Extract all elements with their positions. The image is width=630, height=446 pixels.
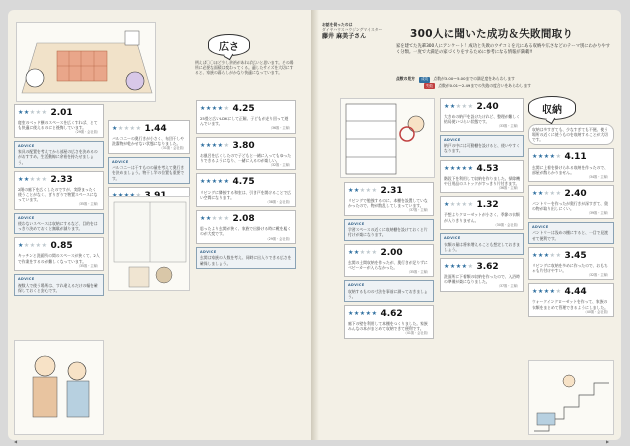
star-filled-icon: ★ [205,178,212,186]
rating-card [14,104,104,138]
rating-comment: バルコニーの奥行きが小さく、布団干しや洗濯物が乾かせない状態になりました。 [112,136,185,147]
star-filled-icon: ★ [205,105,212,113]
star-empty-icon: ★ [555,251,562,259]
storage-bubble-label: 収納 [542,104,562,116]
advice-label: ADVICE [18,277,35,282]
left-column-1 [14,104,104,299]
right-column-1 [344,182,434,342]
rating-card [14,171,104,210]
family-illustration [14,340,104,435]
rating-card [14,237,104,271]
star-empty-icon: ★ [41,175,48,183]
rating-score: 2.31 [380,186,403,196]
rating-score: 4.25 [232,104,255,114]
star-empty-icon: ★ [29,242,36,250]
stairs-illustration [528,360,614,435]
expert-role: ダイヤハウスハウジングマイスター [322,27,383,33]
star-empty-icon: ★ [365,187,372,195]
rating-comment: ウォークインクローゼットを作って、家族の衣類をまとめて管理できるようにしました。 [532,299,608,310]
advice-card [528,222,614,244]
star-empty-icon: ★ [549,190,556,198]
star-empty-icon: ★ [461,201,468,209]
left-intro [195,22,295,75]
rating-comment: キッチンと洗面所の間のスペースが狭くて、2人で作業をするのが難しくなっています。 [18,253,100,264]
star-empty-icon: ★ [29,175,36,183]
rating-comment: 25畳と広いLDKにして正解。子どもが走り回って遊んでいます。 [200,116,289,127]
respondent-tag: （36歳・主婦） [496,185,520,190]
star-filled-icon: ★ [461,262,468,270]
star-filled-icon: ★ [348,310,354,318]
star-empty-icon: ★ [461,103,468,111]
respondent-tag: （39歳・主婦） [586,211,610,216]
star-filled-icon: ★ [543,288,550,296]
star-filled-icon: ★ [23,175,30,183]
rating-comment: 寝室のベッド横のスペースを広くすれば、とても快適に使えるのにと後悔しています。 [18,120,98,131]
star-filled-icon: ★ [455,164,462,172]
rating-row [348,247,430,259]
rating-row [444,163,520,175]
star-filled-icon: ★ [444,201,450,209]
advice-label: ADVICE [444,235,461,240]
star-empty-icon: ★ [23,242,30,250]
rating-score: 2.08 [232,214,255,225]
rating-row [532,250,610,262]
star-rating [18,242,47,250]
respondent-tag: （37歳・主婦） [406,208,430,213]
rating-comment: 予想よりクローゼットが小さく、季節の衣類が入りきりません。 [444,212,520,223]
advice-text: 収納するものの寸法を事前に測っておきましょう。 [348,288,428,299]
star-filled-icon: ★ [23,109,30,117]
rating-row [444,101,520,113]
rating-score: 3.45 [564,250,587,261]
star-filled-icon: ★ [444,164,450,172]
star-empty-icon: ★ [455,201,462,209]
star-filled-icon: ★ [455,262,462,270]
star-filled-icon: ★ [444,103,450,111]
rating-score: 4.11 [564,152,587,163]
star-empty-icon: ★ [135,125,142,133]
rating-score: 4.44 [564,287,587,298]
rating-score: 2.33 [50,174,73,185]
star-empty-icon: ★ [449,201,456,209]
star-rating [200,178,229,186]
advice-label: ADVICE [18,215,35,220]
advice-label: ADVICE [348,283,365,288]
star-empty-icon: ★ [123,125,130,133]
star-empty-icon: ★ [41,242,48,250]
star-empty-icon: ★ [35,109,42,117]
star-filled-icon: ★ [18,109,24,117]
star-rating [18,176,47,184]
star-filled-icon: ★ [537,288,544,296]
star-empty-icon: ★ [41,109,48,117]
star-empty-icon: ★ [217,215,224,223]
respondent-tag: （40歳・会社員） [583,309,610,314]
respondent-tag: （34歳・主婦） [586,174,610,179]
star-rating [444,103,473,111]
advice-card [14,141,104,168]
star-rating [18,109,47,117]
left-folio: ◀ [14,439,18,444]
advice-text: 複数人で使う場所は、すれ違えるだけの幅を確保しておくと安心です。 [18,282,98,293]
window-illustration [108,196,190,291]
rating-card [440,160,524,194]
star-filled-icon: ★ [461,164,468,172]
expert-name: 藤井 麻美子さん [322,33,367,41]
star-filled-icon: ★ [353,310,360,318]
rating-score: 3.80 [232,140,255,151]
rating-card [528,185,614,219]
rating-row [532,188,610,200]
star-empty-icon: ★ [467,262,474,270]
star-filled-icon: ★ [211,105,218,113]
star-empty-icon: ★ [129,125,136,133]
star-filled-icon: ★ [205,141,212,149]
star-rating [532,190,561,198]
rating-card [344,182,434,216]
rating-row [532,286,610,298]
star-rating [200,142,229,150]
star-filled-icon: ★ [348,248,354,256]
advice-text: 学習スペースの近くに収納棚を設けておくと片付けが楽になります。 [348,227,428,238]
advice-label: ADVICE [18,143,35,148]
star-filled-icon: ★ [217,178,224,186]
star-filled-icon: ★ [371,310,378,318]
rating-score: 2.40 [476,102,499,112]
respondent-tag: （32歳・主婦） [586,273,610,278]
advice-text: 使わないスペースは収納にするなど、目的をはっきり決めておくと無駄が減ります。 [18,221,98,232]
star-filled-icon: ★ [467,164,474,172]
speech-note [528,124,614,145]
advice-card [344,219,434,241]
right-column-2 [440,98,524,295]
rating-comment: お風呂を広くしたので子どもと一緒に入ってもゆったりできるようになり、一緒に入るのが楽しい。 [200,152,292,163]
star-filled-icon: ★ [543,153,550,161]
right-column-3 [528,124,614,320]
star-empty-icon: ★ [29,109,36,117]
rating-row [444,261,520,273]
rating-row [200,176,292,188]
star-empty-icon: ★ [35,175,42,183]
star-filled-icon: ★ [18,242,24,250]
star-filled-icon: ★ [205,215,212,223]
rating-row [200,103,292,115]
star-filled-icon: ★ [359,310,366,318]
advice-card [440,135,524,157]
star-filled-icon: ★ [200,215,206,223]
rating-card [440,98,524,132]
respondent-tag: （33歳・主婦） [496,124,520,129]
star-filled-icon: ★ [353,187,360,195]
star-empty-icon: ★ [543,190,550,198]
rating-row [112,123,186,135]
respondent-tag: （38歳・会社員） [265,199,292,204]
respondent-tag: （31歳・会社員） [159,146,186,151]
legend-label: 点数の見方 [396,76,415,81]
star-filled-icon: ★ [211,178,218,186]
advice-card [108,157,190,184]
rating-card [196,100,296,134]
star-empty-icon: ★ [455,103,462,111]
star-filled-icon: ★ [112,125,118,133]
star-empty-icon: ★ [223,215,230,223]
star-empty-icon: ★ [555,153,562,161]
rating-comment: 階段下を利用して収納を作りました。掃除機や日用品のストックがすっきり片付きます。 [444,175,520,186]
star-filled-icon: ★ [217,141,224,149]
rating-card [108,120,190,154]
star-filled-icon: ★ [200,178,206,186]
star-filled-icon: ★ [549,153,556,161]
star-filled-icon: ★ [532,190,538,198]
rating-card [196,173,296,207]
rating-comment: リビングに隣接する和室は、引き戸を開けることで広い空間になります。 [200,189,292,200]
right-folio: ▶ [606,439,610,444]
rating-score: 1.32 [476,200,499,211]
rating-score: 4.75 [232,177,255,188]
star-rating [348,187,377,195]
star-empty-icon: ★ [223,105,230,113]
legend-fail-text: 点数が0.01〜2.49までの失敗の度合いをあらわします [438,82,532,88]
rating-score: 4.53 [476,163,499,174]
rating-card [440,196,524,230]
star-filled-icon: ★ [200,105,206,113]
star-empty-icon: ★ [555,288,562,296]
star-filled-icon: ★ [449,262,456,270]
advice-text: 納戸の中には可動棚を設けると、使いやすくなります。 [444,143,520,154]
star-filled-icon: ★ [532,153,538,161]
star-filled-icon: ★ [537,251,544,259]
left-intro-text: 例えば〇〇ほど少し余裕があれば広いと思います。その場所に必要な面積は変わってくる。適したサイズを大切にすると、家族の暮らしがかなり快適になっています。 [195,60,294,76]
star-empty-icon: ★ [359,187,366,195]
star-empty-icon: ★ [467,201,474,209]
rating-card [528,283,614,317]
star-empty-icon: ★ [35,242,42,250]
advice-text: バルコニーは干すものの量を考えて奥行きを決めましょう。物干し竿の位置も重要です。 [112,165,185,181]
rating-card [196,210,296,244]
advice-text: 衣類の量は将来増えることも想定しておきましょう。 [444,241,520,252]
expert-box [322,22,392,41]
advice-card [344,280,434,302]
rating-score: 2.40 [564,189,587,200]
star-filled-icon: ★ [200,141,206,149]
rating-card [528,148,614,182]
advice-label: ADVICE [444,137,461,142]
star-rating [112,125,141,133]
rating-card [528,247,614,281]
star-empty-icon: ★ [365,248,372,256]
advice-label: ADVICE [200,249,217,254]
respondent-tag: （36歳・主婦） [268,126,292,131]
star-empty-icon: ★ [467,103,474,111]
star-filled-icon: ★ [449,164,456,172]
speech-note-text: 収納は多すぎても、少なすぎても不便。使う場所の近くに使うものを収納することが大切です。 [532,127,608,143]
star-filled-icon: ★ [449,103,456,111]
star-rating [200,215,229,223]
rating-score: 3.62 [476,261,499,272]
advice-text: パントリーは浅めの棚にすると、一目で見渡せて便利です。 [532,230,608,241]
rating-comment: リビングに収納を多めに作ったので、おもちゃも片付けやすい。 [532,262,608,273]
star-filled-icon: ★ [537,190,544,198]
storage-bubble [528,96,576,120]
rating-score: 1.44 [144,124,167,134]
rating-row [348,308,430,320]
gutter [311,10,319,440]
rating-comment: 大きめの納戸を設けたけれど、整理が難しく結局使いづらい状態です。 [444,114,520,125]
respondent-tag: （35歳・主婦） [406,269,430,274]
rating-row [348,185,430,197]
respondent-tag: （41歳・会社員） [403,331,430,336]
advice-label: ADVICE [532,224,549,229]
rating-comment: リビングで勉強するのに、本棚を設置していなかったので、物が散乱してしまっています。 [348,198,428,209]
rating-card [196,137,296,171]
rating-comment: 洗面所に下着類の収納を作ったので、入浴時の準備が楽になりました。 [444,273,520,285]
respondent-tag: （35歳・主婦） [76,263,100,268]
rating-comment: パントリーを作ったが奥行きが深すぎて、奥の物が取り出しにくい。 [532,201,608,212]
page-title: 300人に聞いた成功＆失敗間取り [410,28,574,40]
star-rating [348,310,377,318]
rating-card [344,305,434,339]
legend [396,76,614,89]
respondent-tag: （35歳・主婦） [76,202,100,207]
respondent-tag: （29歳・会社員） [73,130,100,135]
rating-row [18,107,100,119]
bookshelf-illustration [340,98,435,178]
star-empty-icon: ★ [359,248,366,256]
star-filled-icon: ★ [18,175,24,183]
star-empty-icon: ★ [371,248,378,256]
star-empty-icon: ★ [211,215,218,223]
expert-label: お話を伺ったのは [322,22,353,27]
star-empty-icon: ★ [555,190,562,198]
rating-comment: 玄関の土間収納を作ったが、奥行きが足りずにベビーカーが入らなかった。 [348,259,428,270]
star-rating [532,153,561,161]
star-filled-icon: ★ [365,310,372,318]
room-illustration [16,22,156,102]
rating-comment: 思ったより玄関が狭く、家族で出掛ける時に靴を履くのが大変です。 [200,226,292,237]
star-empty-icon: ★ [117,125,124,133]
rating-card [344,244,434,278]
rating-row [444,199,520,211]
rating-comment: 2階の廊下を広くしたのですが、実際まったく使うことがなく、ぎりぎりで物置スペースになっています。 [18,186,98,203]
rating-row [18,174,100,186]
rating-comment: 玄関に上着を掛けられる収納を作ったので、部屋が散らかりません。 [532,164,608,175]
star-filled-icon: ★ [537,153,544,161]
star-filled-icon: ★ [532,251,538,259]
star-filled-icon: ★ [217,105,224,113]
rating-score: 2.00 [380,247,403,258]
rating-row [532,151,610,163]
star-filled-icon: ★ [543,251,550,259]
advice-label: ADVICE [348,221,365,226]
legend-success-tag: 成功 [421,77,429,81]
rating-comment: 廊下の壁を利用して本棚をつくりました。家族みんなの本がまとめて収納できて便利です。 [348,321,428,332]
star-filled-icon: ★ [549,288,556,296]
legend-fail-tag: 失敗 [426,83,433,88]
respondent-tag: （37歳・主婦） [496,284,520,289]
advice-card [196,247,296,269]
advice-text: 家具の配置を考えてから部屋の広さを決めるのがおすすめ。生活動線に余裕を持たせましょう。 [18,149,98,165]
legend-success-text: 点数が3.00〜5.00までの満足度をあらわします [433,76,515,81]
lead-text: 家を建てた先輩300人にアンケート！成功と失敗のウチコミを元にある収納や広さなどのテーマ別にわかりやすく分類。一度で大満足の家づくりをするために参考になる情報が満載!! [396,44,611,56]
advice-text: 玄関は家族の人数を考え、同時に出入りできる広さを確保しましょう。 [200,255,292,266]
star-rating [532,252,561,260]
star-filled-icon: ★ [353,248,360,256]
star-filled-icon: ★ [348,187,354,195]
respondent-tag: （29歳・会社員） [265,236,292,241]
star-filled-icon: ★ [211,141,218,149]
advice-card [14,213,104,235]
star-rating [532,288,561,296]
rating-score: 2.01 [50,108,73,118]
respondent-tag: （32歳・主婦） [268,163,292,168]
star-rating [444,263,473,271]
star-empty-icon: ★ [371,187,378,195]
rating-score: 4.62 [380,309,403,320]
advice-card [440,233,524,255]
star-rating [348,249,377,257]
star-rating [200,105,229,113]
rating-score: 0.85 [50,241,73,252]
star-rating [444,165,473,173]
star-empty-icon: ★ [223,141,230,149]
star-empty-icon: ★ [549,251,556,259]
left-column-3 [196,100,296,272]
respondent-tag: （30歳・会社員） [493,222,520,227]
star-filled-icon: ★ [223,178,230,186]
rating-row [200,140,292,152]
rating-row [18,240,100,252]
star-filled-icon: ★ [532,288,538,296]
advice-label: ADVICE [112,159,129,164]
star-filled-icon: ★ [444,262,450,270]
rating-row [200,213,292,225]
star-rating [444,201,473,209]
size-bubble-label: 広さ [219,41,239,53]
advice-card [14,274,104,296]
rating-card [440,258,524,292]
